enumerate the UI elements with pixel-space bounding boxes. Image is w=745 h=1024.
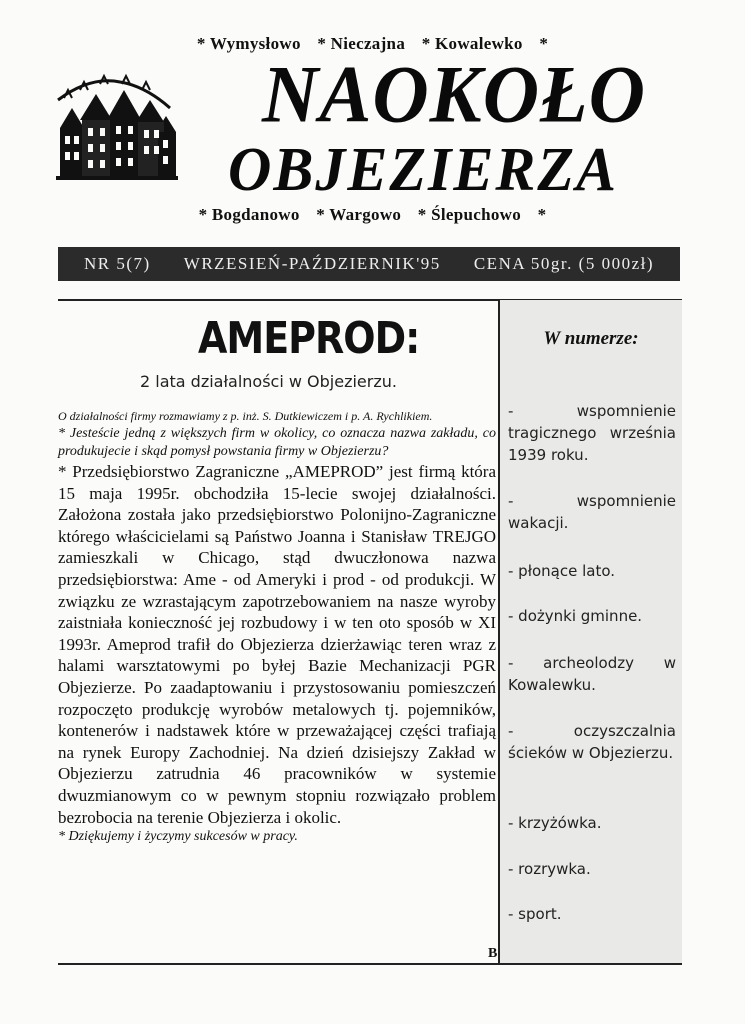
castle-logo-icon <box>50 68 180 188</box>
issue-banner <box>58 247 680 281</box>
article-thanks: * Dziękujemy i życzymy sukcesów w pracy. <box>58 829 298 845</box>
masthead-title-line1: NAOKOŁO <box>262 47 647 140</box>
toc-item: - sport. <box>508 905 562 923</box>
article-intro: O działalności firmy rozmawiamy z p. inż. S. Dutkiewiczem i p. A. Rychlikiem. <box>58 409 433 423</box>
toc-item: - wspomnienie wakacji. <box>508 492 676 532</box>
bottom-divider <box>58 963 682 965</box>
village-kowalewko: * Kowalewko <box>421 34 523 53</box>
masthead-title-line2: OBJEZIERZA <box>228 134 619 204</box>
page-marker: B <box>488 946 498 961</box>
article-headline: AMEPROD: <box>198 312 420 364</box>
village-slepuchowo: * Ślepuchowo <box>417 205 522 224</box>
toc-item: - płonące lato. <box>508 562 616 580</box>
article-question: * Jesteście jedną z większych firm w okolicy, co oznacza nazwa zakładu, co produkujecie i skąd pomysł powstania firmy w Objezierzu? <box>58 426 496 459</box>
article-body <box>58 408 496 846</box>
contents-sidebar <box>498 300 682 963</box>
village-wargowo: * Wargowo <box>316 205 402 224</box>
issue-date: WRZESIEŃ-PAŹDZIERNIK'95 <box>183 254 441 273</box>
toc-item: - wspomnienie tragicznego września 1939 roku. <box>508 402 676 464</box>
toc-item: - rozrywka. <box>508 860 591 878</box>
toc-item: - archeolodzy w Kowalewku. <box>508 654 676 694</box>
issue-number: NR 5(7) <box>84 254 151 273</box>
village-wymyslowo: * Wymysłowo <box>196 34 301 53</box>
contents-heading: W numerze: <box>543 328 639 349</box>
toc-item: - dożynki gminne. <box>508 607 643 625</box>
toc-item: - krzyżówka. <box>508 814 602 832</box>
village-nieczajna: * Nieczajna <box>317 34 406 53</box>
village-separator: * <box>537 205 547 224</box>
village-bogdanowo: * Bogdanowo <box>198 205 300 224</box>
article-answer: * Przedsiębiorstwo Zagraniczne „AMEPROD” jest firmą która 15 maja 1995r. obchodziła 15-lecie swojej działalności. Założona została jako przedsiębiorstwo Polonijno-Zagraniczne którego właścicielami są Państwo Joanna i Stanisław TREJGO zamieszkali w Chicago, stąd dwuczłonowa nazwa przedsiębiorstwa: Ame - od Ameryki i prod - od produkcji. W związku ze wzrastającym zapotrzebowaniem na nasze wyroby zaistniała konieczność jej rozbudowy i w ten oto sposób w XI 1993r. Ameprod trafił do Objezierza dzierżawiąc teren wraz z halami warsztatowymi po byłej Bazie Mechanizacji PGR Objezierze. Po zaadaptowaniu i przystosowaniu pomieszczeń rozpoczęto produkcję wyrobów metalowych tj. pojemników, kontenerów i nadstawek które w przeważającej części trafiają na rynek Europy Zachodniej. Na dzień dzisiejszy Zakład w Objezierzu zatrudnia 46 pracowników w systemie dwuzmianowym co w pewnym stopniu rozwiązało problem bezrobocia na terenie Objezierza i okolic. <box>58 462 496 827</box>
article-subtitle: 2 lata działalności w Objezierzu. <box>140 372 397 391</box>
toc-item: - oczyszczalnia ścieków w Objezierzu. <box>508 722 676 762</box>
bottom-village-list <box>0 205 745 225</box>
issue-price: CENA 50gr. (5 000zł) <box>473 254 654 273</box>
village-separator: * <box>539 34 549 53</box>
